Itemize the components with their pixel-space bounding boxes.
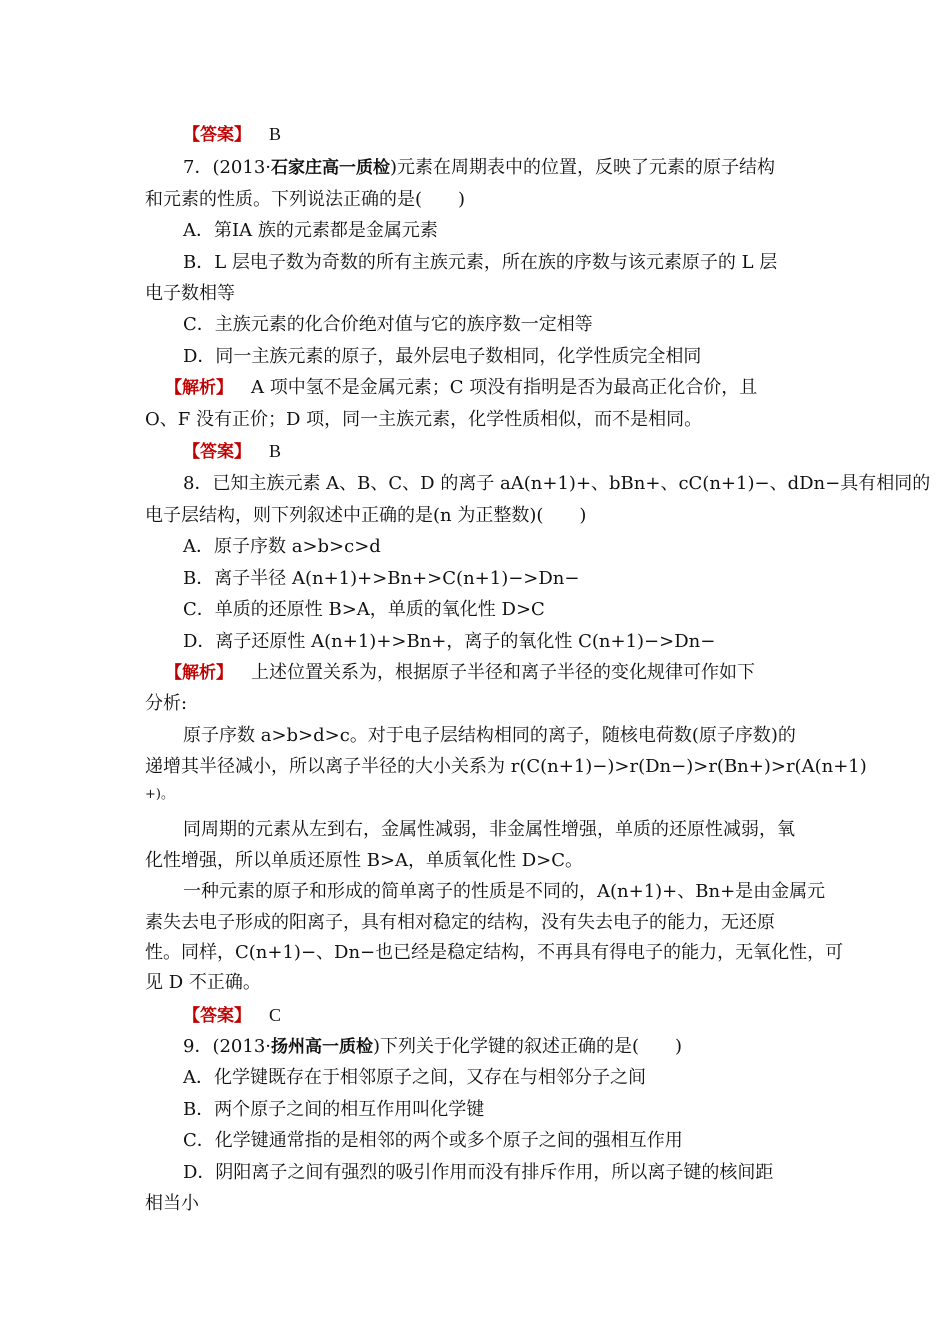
question-text: )下列关于化学键的叙述正确的是( ): [373, 1036, 683, 1057]
answer-value: B: [269, 441, 282, 461]
analysis-8-p3-end: 见 D 不正确。: [145, 972, 261, 993]
option-9a: A．化学键既存在于相邻原子之间，又存在与相邻分子之间: [183, 1067, 646, 1088]
answer-tag: 【答案】: [183, 442, 251, 462]
option-8d: D．离子还原性 A(n+1)+>Bn+，离子的氧化性 C(n+1)−>Dn−: [183, 631, 716, 652]
question-source: 扬州高一质检: [271, 1037, 374, 1057]
option-9d: D．阴阳离子之间有强烈的吸引作用而没有排斥作用，所以离子键的核间距: [183, 1162, 774, 1183]
analysis-8-p1-cont: 递增其半径减小，所以离子半径的大小关系为 r(C(n+1)−)>r(Dn−)>r(Bn+)>r(A(n+1): [145, 756, 867, 777]
analysis-8: [165, 661, 755, 685]
question-8-stem: 8．已知主族元素 A、B、C、D 的离子 aA(n+1)+、bBn+、cC(n+1)−、dDn−具有相同的: [183, 473, 931, 494]
option-7b-cont: 电子数相等: [145, 283, 235, 304]
answer-tag: 【答案】: [183, 1006, 251, 1026]
option-7c: C．主族元素的化合价绝对值与它的族序数一定相等: [183, 314, 593, 335]
analysis-tag: 【解析】: [165, 378, 233, 398]
answer-value: C: [269, 1005, 282, 1025]
question-9-stem: [183, 1035, 682, 1059]
analysis-7: [165, 376, 757, 400]
option-7a: A．第ⅠA 族的元素都是金属元素: [183, 220, 438, 241]
analysis-8-p2: 同周期的元素从左到右，金属性减弱，非金属性增强，单质的还原性减弱，氧: [183, 819, 795, 840]
question-7-stem: [183, 156, 775, 180]
answer-line-q6: [183, 122, 281, 147]
analysis-tag: 【解析】: [165, 663, 233, 683]
option-9b: B．两个原子之间的相互作用叫化学键: [183, 1099, 485, 1120]
analysis-8-p3-cont2: 性。同样，C(n+1)−、Dn−也已经是稳定结构，不再具有得电子的能力，无氧化性，可: [145, 942, 844, 963]
question-number: 9．(2013·: [183, 1036, 272, 1057]
answer-line-q7: [183, 439, 281, 464]
analysis-8-p3-cont: 素失去电子形成的阳离子，具有相对稳定的结构，没有失去电子的能力，无还原: [145, 912, 775, 933]
question-number: 7．(2013·: [183, 157, 272, 178]
analysis-8-p1: 原子序数 a>b>d>c。对于电子层结构相同的离子，随核电荷数(原子序数)的: [183, 725, 796, 746]
option-9d-cont: 相当小: [145, 1193, 199, 1214]
answer-tag: 【答案】: [183, 125, 251, 145]
question-7-stem-cont: 和元素的性质。下列说法正确的是( ): [145, 189, 466, 210]
answer-line-q8: [183, 1003, 281, 1028]
option-7d: D．同一主族元素的原子，最外层电子数相同，化学性质完全相同: [183, 346, 702, 367]
analysis-text: A 项中氢不是金属元素；C 项没有指明是否为最高正化合价，且: [251, 377, 758, 398]
analysis-text: 上述位置关系为，根据原子半径和离子半径的变化规律可作如下: [251, 662, 755, 683]
option-8b: B．离子半径 A(n+1)+>Bn+>C(n+1)−>Dn−: [183, 568, 580, 589]
analysis-8-p1-end: +)。: [145, 787, 174, 802]
analysis-8-p3: 一种元素的原子和形成的简单离子的性质是不同的，A(n+1)+、Bn+是由金属元: [183, 881, 826, 902]
option-8c: C．单质的还原性 B>A，单质的氧化性 D>C: [183, 599, 545, 620]
analysis-7-cont: O、F 没有正价；D 项，同一主族元素，化学性质相似，而不是相同。: [145, 409, 703, 430]
option-7b: B．L 层电子数为奇数的所有主族元素，所在族的序数与该元素原子的 L 层: [183, 252, 778, 273]
question-source: 石家庄高一质检: [271, 158, 391, 178]
option-8a: A．原子序数 a>b>c>d: [183, 536, 381, 557]
option-9c: C．化学键通常指的是相邻的两个或多个原子之间的强相互作用: [183, 1130, 683, 1151]
analysis-8-p2-cont: 化性增强，所以单质还原性 B>A，单质氧化性 D>C。: [145, 850, 584, 871]
answer-value: B: [269, 124, 282, 144]
analysis-8-cont: 分析:: [145, 693, 188, 714]
question-8-stem-cont: 电子层结构，则下列叙述中正确的是(n 为正整数)( ): [145, 505, 587, 526]
question-text: )元素在周期表中的位置，反映了元素的原子结构: [390, 157, 776, 178]
